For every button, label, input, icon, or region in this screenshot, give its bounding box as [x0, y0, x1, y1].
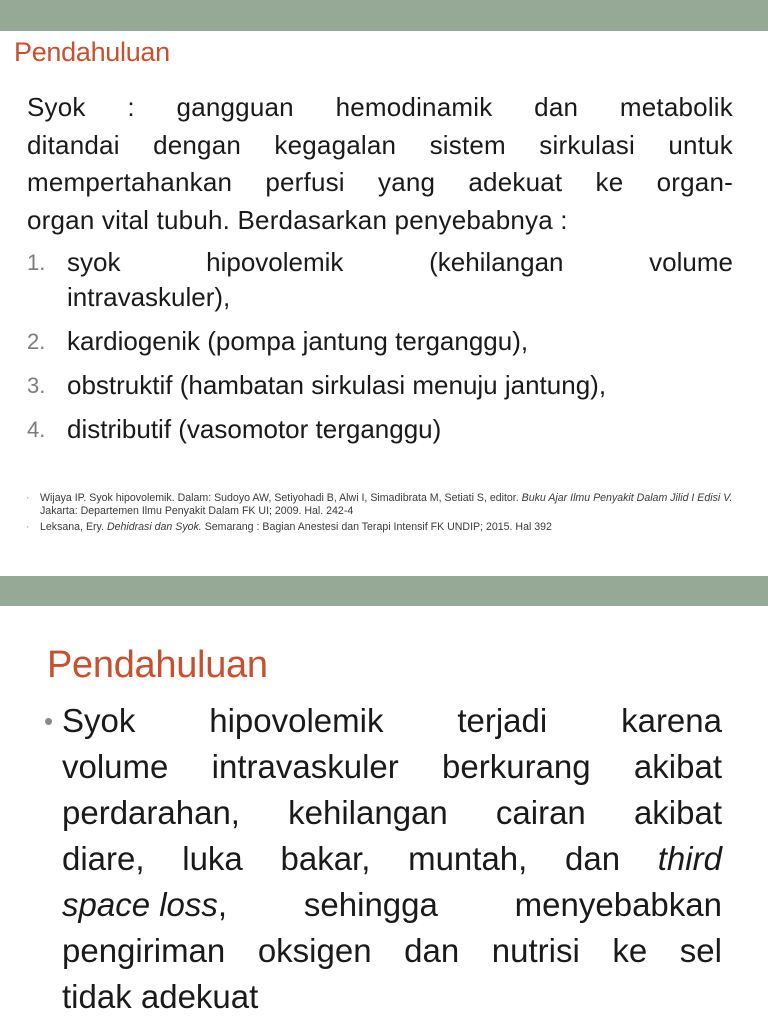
list-item — [27, 368, 733, 403]
references — [26, 492, 740, 538]
list-item — [27, 412, 733, 447]
list-item: 1. syok hipovolemik (kehilangan volume intravaskuler), — [27, 245, 733, 315]
intro-line: mempertahankan perfusi yang adekuat ke organ- — [27, 167, 733, 197]
reference-bullet: · — [26, 521, 30, 533]
reference-bullet: · — [26, 492, 30, 504]
divider-band — [0, 576, 768, 606]
top-band — [0, 0, 768, 31]
intro-line: ditandai dengan kegagalan sistem sirkulasi untuk — [27, 129, 733, 160]
intro-line: Syok : gangguan hemodinamik dan metabolik — [27, 92, 733, 122]
list-text: obstruktif (hambatan sirkulasi menuju jantung), — [67, 370, 607, 400]
slide-title: Pendahuluan — [47, 644, 268, 686]
list-item — [27, 324, 733, 359]
slide-2 — [0, 606, 768, 1024]
list-number: 4. — [27, 417, 46, 442]
reference-item: · Wijaya IP. Syok hipovolemik. Dalam: Sudoyo AW, Setiyohadi B, Alwi I, Simadibrata M, Setiati S, editor. Buku Ajar Ilmu Penyakit Dalam Jilid I Edisi V. Jakarta: Departemen Ilmu Penyakit Dalam FK UI; 2009. Hal. 242-4 — [26, 492, 733, 517]
list-number: 3. — [27, 373, 46, 398]
list-text: kardiogenik (pompa jantung terganggu), — [67, 326, 529, 356]
slide-title: Pendahuluan — [14, 37, 170, 67]
slide-1 — [0, 31, 768, 576]
list-number: 2. — [27, 329, 46, 354]
intro-paragraph — [27, 89, 733, 239]
bullet-icon: • — [44, 706, 54, 736]
intro-line: organ vital tubuh. Berdasarkan penyebabnya : — [27, 204, 568, 235]
list-text: distributif (vasomotor terganggu) — [67, 414, 442, 444]
reference-item: · Leksana, Ery. Dehidrasi dan Syok. Semarang : Bagian Anestesi dan Terapi Intensif FK UNDIP; 2015. Hal 392 — [26, 521, 552, 533]
cause-list — [27, 245, 733, 456]
list-number: 1. — [27, 250, 46, 275]
bullet-paragraph: • Syok hipovolemik terjadi karena volume intravaskuler berkurang akibat perdarahan, kehilangan cairan akibat diare, luka bakar, muntah, dan third space loss, sehingga menyebabkan pengiriman oksigen dan nutrisi ke sel tidak adekuat — [44, 698, 722, 1020]
